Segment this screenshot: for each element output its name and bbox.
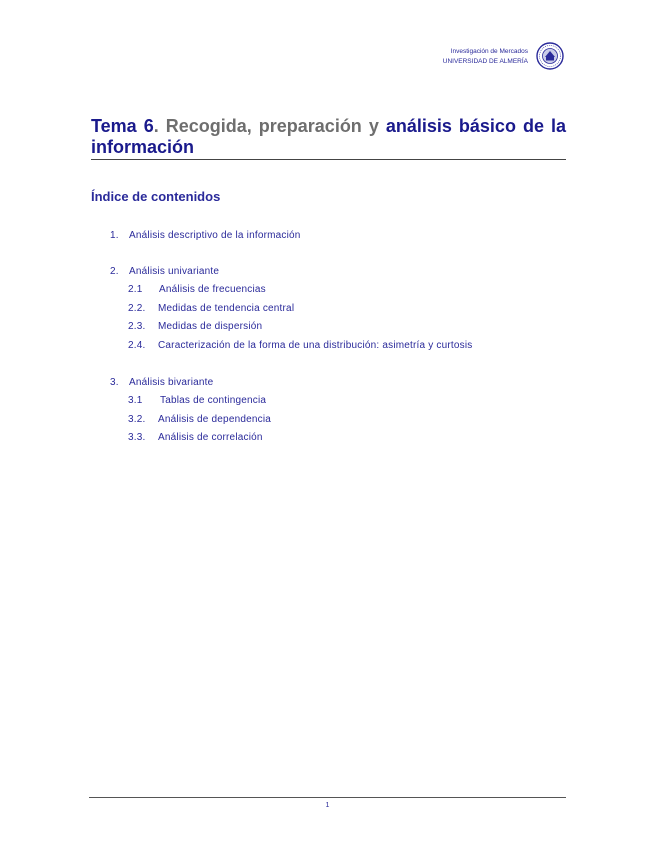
toc-item — [110, 230, 301, 241]
toc-subitem — [128, 432, 263, 443]
toc-item-label: Caracterización de la forma de una distribución: asimetría y curtosis — [158, 340, 473, 351]
toc-item-number: 1. — [110, 230, 119, 241]
toc-item-number: 3.2. — [128, 414, 146, 425]
toc-item-label: Análisis de correlación — [158, 432, 263, 443]
toc-subitem — [128, 340, 473, 351]
toc-item-label: Análisis univariante — [129, 266, 220, 277]
header-university-name: UNIVERSIDAD DE ALMERÍA — [442, 58, 528, 65]
toc-item-label: Análisis bivariante — [129, 377, 214, 388]
toc-item-number: 3.1 — [128, 395, 143, 406]
toc-item-label: Análisis descriptivo de la información — [129, 230, 301, 241]
toc-item-label: Medidas de dispersión — [158, 321, 263, 332]
document-title — [91, 116, 566, 158]
toc-subitem — [128, 321, 262, 332]
title-divider — [91, 159, 566, 160]
title-topic-subtitle: . Recogida, preparación y — [153, 116, 386, 136]
toc-item-number: 3. — [110, 377, 119, 388]
toc-subitem — [128, 395, 266, 406]
toc-item-label: Medidas de tendencia central — [158, 303, 295, 314]
university-seal-icon — [536, 42, 564, 70]
toc-heading: Índice de contenidos — [91, 189, 221, 204]
title-topic-emphasis: análisis básico de la información — [91, 116, 566, 157]
page-number: 1 — [325, 802, 330, 809]
toc-item — [110, 266, 219, 277]
toc-item-number: 2.1 — [128, 284, 143, 295]
toc-item-number: 2.3. — [128, 321, 146, 332]
toc-item-label: Análisis de frecuencias — [159, 284, 266, 295]
toc-item-label: Tablas de contingencia — [160, 395, 267, 406]
toc-item-number: 2.2. — [128, 303, 146, 314]
toc-subitem — [128, 303, 294, 314]
toc-subitem — [128, 284, 266, 295]
toc-item-number: 2.4. — [128, 340, 146, 351]
toc-item-label: Análisis de dependencia — [158, 414, 272, 425]
toc-item-number: 3.3. — [128, 432, 146, 443]
toc-item — [110, 377, 213, 388]
toc-item-number: 2. — [110, 266, 119, 277]
footer-divider — [89, 797, 566, 798]
toc-subitem — [128, 414, 271, 425]
document-header — [443, 47, 528, 67]
title-topic-number: Tema 6 — [91, 116, 154, 136]
header-course-name: Investigación de Mercados — [450, 48, 528, 55]
